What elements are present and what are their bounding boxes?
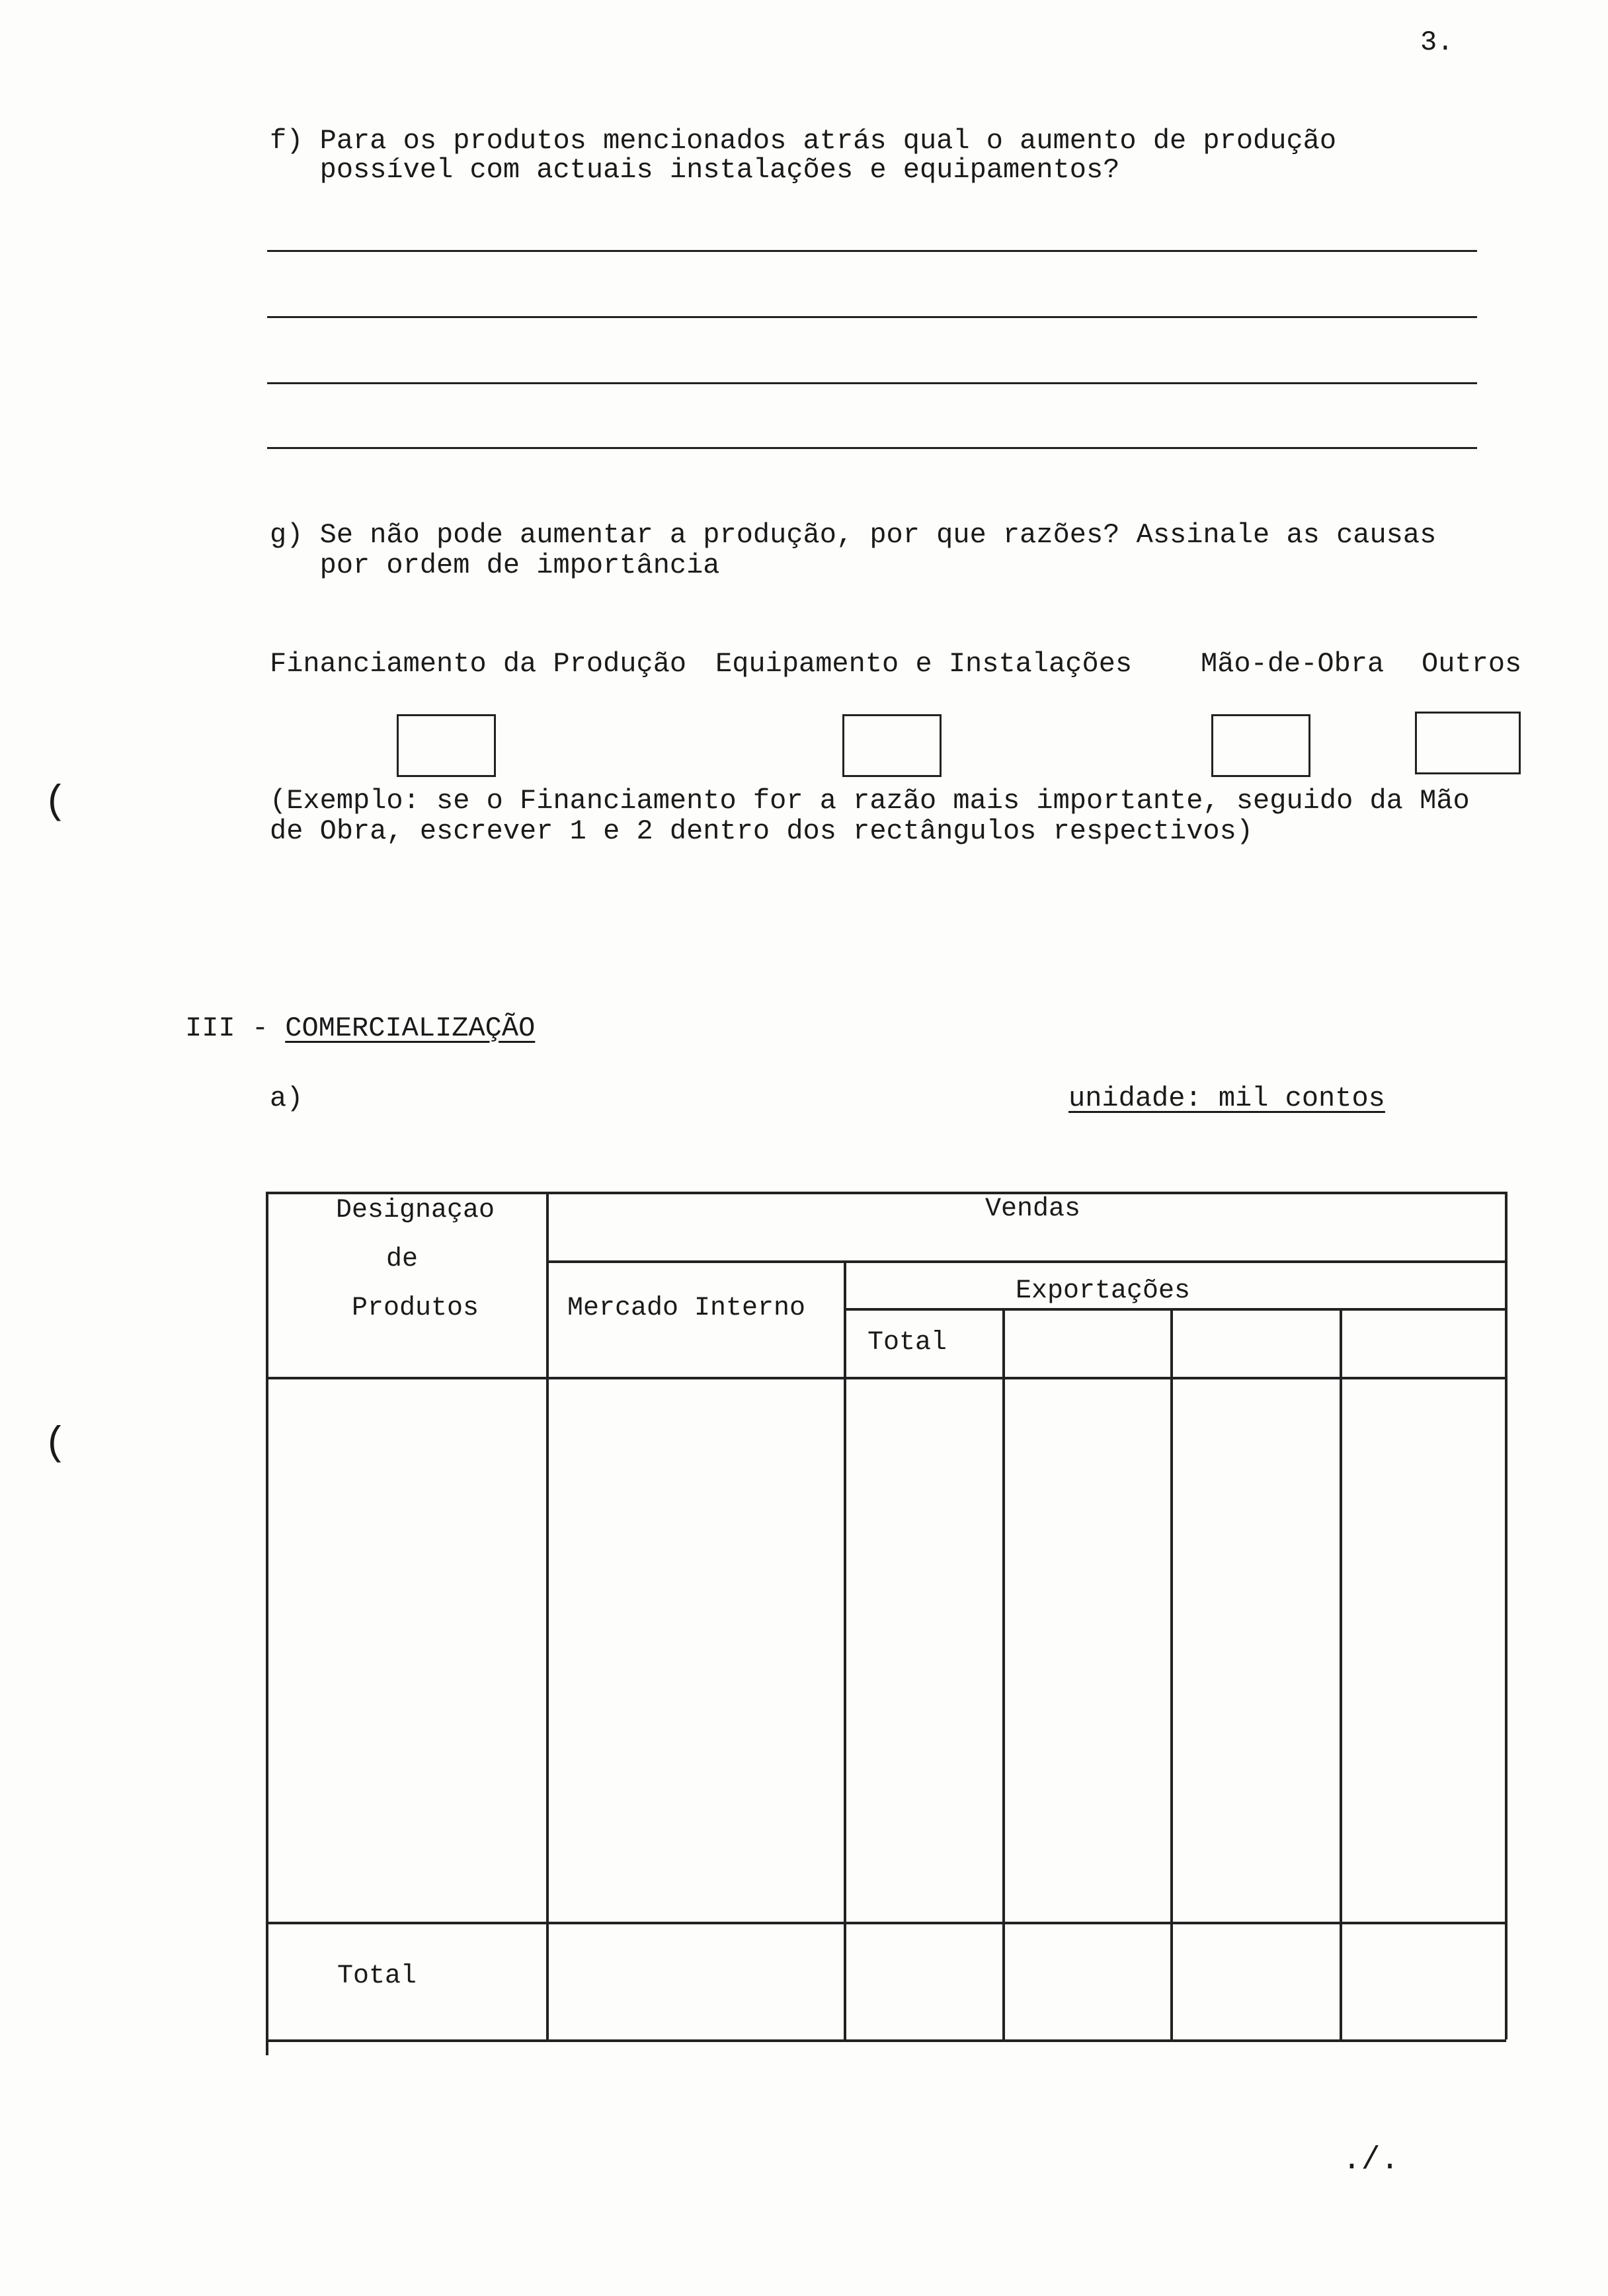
answer-line-3[interactable]: [267, 382, 1477, 384]
input-cell-export-1[interactable]: [1005, 1379, 1170, 1920]
example-note-line1: (Exemplo: se o Financiamento for a razão mais importante, seguido da Mão: [270, 785, 1470, 817]
cause-box-mao-de-obra[interactable]: [1211, 714, 1310, 777]
input-cell-designacao[interactable]: [268, 1379, 546, 1920]
example-note-line2: de Obra, escrever 1 e 2 dentro dos rectângulos respectivos): [270, 815, 1254, 847]
section-item-a: a): [270, 1083, 303, 1114]
input-cell-export-total[interactable]: [846, 1379, 1002, 1920]
header-total: Total: [867, 1328, 947, 1358]
table-total-separator: [266, 1922, 1506, 1924]
margin-mark: (: [44, 780, 68, 825]
input-cell-export-2[interactable]: [1173, 1379, 1340, 1920]
row-total-label: Total: [337, 1961, 417, 1991]
cause-box-outros[interactable]: [1415, 712, 1521, 774]
question-f-line2: possível com actuais instalações e equipamentos?: [270, 154, 1120, 186]
section-prefix: III -: [185, 1012, 286, 1044]
header-designacao-3: Produtos: [352, 1293, 479, 1323]
cause-box-equipamento[interactable]: [842, 714, 942, 777]
section-title: COMERCIALIZAÇÃO: [285, 1012, 536, 1044]
header-mercado-interno: Mercado Interno: [567, 1293, 806, 1323]
cause-label-financiamento: Financiamento da Produção: [270, 648, 687, 680]
answer-line-1[interactable]: [267, 250, 1477, 252]
cause-label-outros: Outros: [1422, 648, 1522, 680]
table-rule: [844, 1308, 1506, 1311]
header-exportacoes: Exportações: [1016, 1276, 1191, 1306]
answer-line-4[interactable]: [267, 447, 1477, 449]
input-cell-mercado-interno[interactable]: [549, 1379, 844, 1920]
cause-label-equipamento: Equipamento e Instalações: [715, 648, 1133, 680]
table-right-border: [1505, 1192, 1508, 2039]
question-f-line1: f) Para os produtos mencionados atrás qual o aumento de produção: [270, 125, 1337, 157]
page-number: 3.: [1420, 26, 1454, 58]
table-top-border: [266, 1192, 1506, 1194]
input-cell-export-3[interactable]: [1342, 1379, 1505, 1920]
cause-label-mao-de-obra: Mão-de-Obra: [1201, 648, 1385, 680]
continuation-mark: ./.: [1342, 2143, 1400, 2178]
table-bottom-border: [266, 2039, 1506, 2042]
section-heading: [185, 1012, 535, 1045]
answer-line-2[interactable]: [267, 316, 1477, 318]
unit-label: unidade: mil contos: [1068, 1083, 1385, 1114]
question-g-line2: por ordem de importância: [270, 550, 720, 581]
table-rule: [547, 1260, 1506, 1263]
header-designacao-1: Designaçao: [336, 1196, 495, 1225]
margin-mark: (: [44, 1422, 68, 1467]
header-vendas: Vendas: [985, 1194, 1081, 1224]
cause-box-financiamento[interactable]: [397, 714, 496, 777]
header-designacao-2: de: [386, 1245, 419, 1274]
question-g-line1: g) Se não pode aumentar a produção, por que razões? Assinale as causas: [270, 519, 1437, 551]
